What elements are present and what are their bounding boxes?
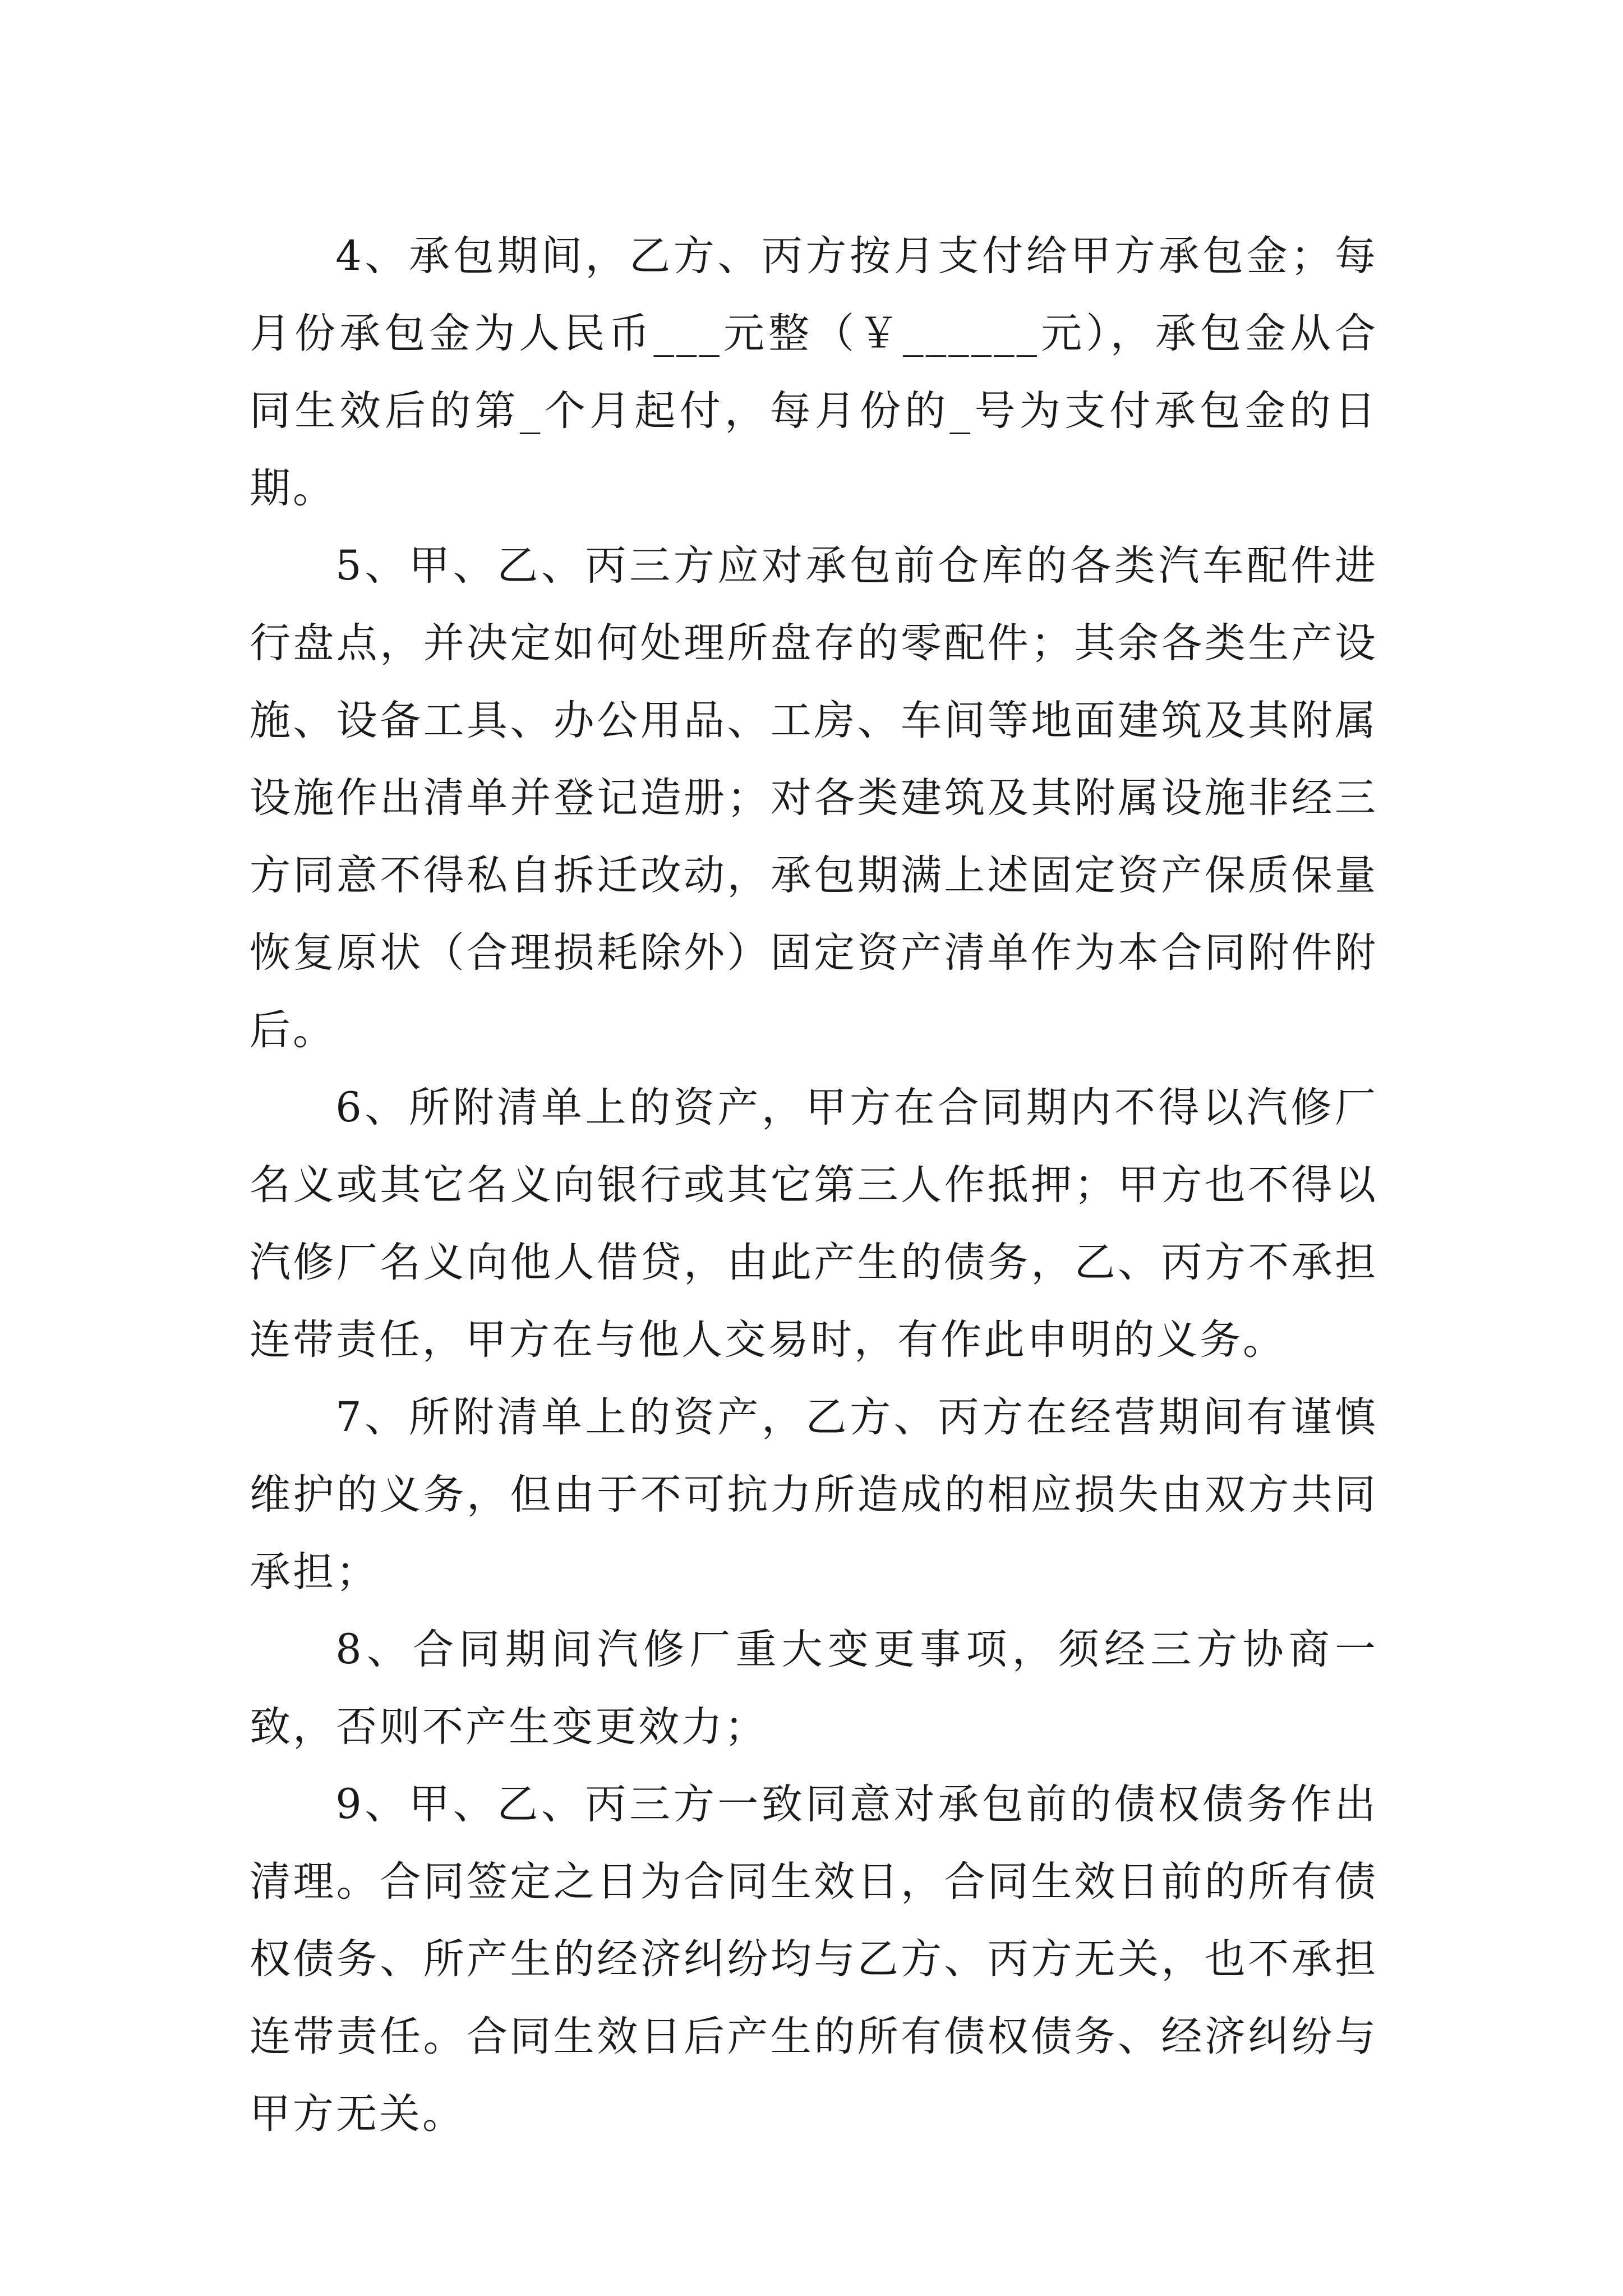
- clause-7-paragraph: 7、所附清单上的资产，乙方、丙方在经营期间有谨慎维护的义务，但由于不可抗力所造成的相应损失由双方共同承担；: [250, 1393, 1378, 1596]
- clause-8-paragraph: 8、合同期间汽修厂重大变更事项，须经三方协商一致，否则不产生变更效力；: [250, 1626, 1378, 1751]
- clause-9-paragraph: 9、甲、乙、丙三方一致同意对承包前的债权债务作出清理。合同签定之日为合同生效日，合同生效日前的所有债权债务、所产生的经济纠纷均与乙方、丙方无关，也不承担连带责任。合同生效日后产生的所有债权债务、经济纠纷与甲方无关。: [250, 1780, 1378, 2138]
- clause-6-paragraph: 6、所附清单上的资产，甲方在合同期内不得以汽修厂名义或其它名义向银行或其它第三人作抵押；甲方也不得以汽修厂名义向他人借贷，由此产生的债务，乙、丙方不承担连带责任，甲方在与他人交易时，有作此申明的义务。: [250, 1084, 1378, 1364]
- clause-4-paragraph: 4、承包期间，乙方、丙方按月支付给甲方承包金；每月份承包金为人民币___元整（￥______元），承包金从合同生效后的第_个月起付，每月份的_号为支付承包金的日期。: [250, 232, 1378, 512]
- clause-5-paragraph: 5、甲、乙、丙三方应对承包前仓库的各类汽车配件进行盘点，并决定如何处理所盘存的零配件；其余各类生产设施、设备工具、办公用品、工房、车间等地面建筑及其附属设施作出清单并登记造册；对各类建筑及其附属设施非经三方同意不得私自拆迁改动，承包期满上述固定资产保质保量恢复原状（合理损耗除外）固定资产清单作为本合同附件附后。: [250, 542, 1378, 1054]
- document-body: [250, 218, 1378, 2153]
